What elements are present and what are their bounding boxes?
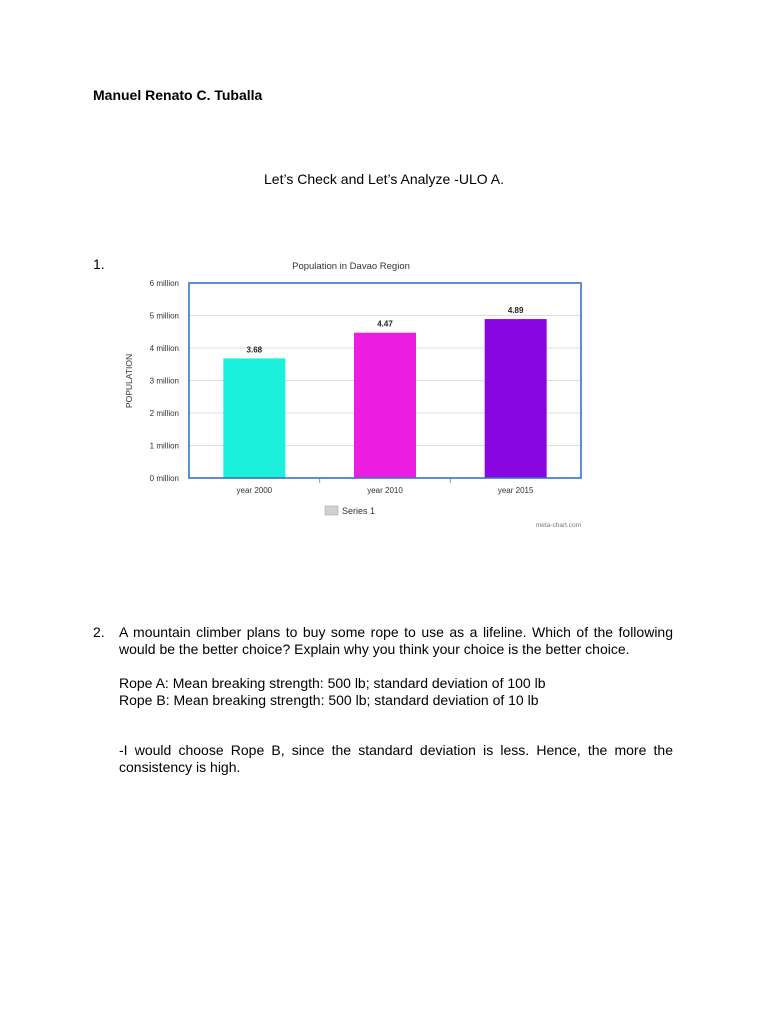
rope-a-line: Rope A: Mean breaking strength: 500 lb; standard deviation of 100 lb <box>119 675 546 691</box>
chart-credit: meta-chart.com <box>535 522 581 529</box>
y-tick-label: 6 million <box>149 279 179 288</box>
bar <box>223 358 285 478</box>
data-label: 3.68 <box>246 345 263 355</box>
x-tick-label: year 2015 <box>497 486 534 495</box>
bars <box>223 319 546 478</box>
legend-label-series-1: Series 1 <box>342 506 376 516</box>
x-tick-labels <box>237 478 534 495</box>
legend-swatch-series-1 <box>325 506 338 515</box>
x-tick-label: year 2000 <box>236 486 273 495</box>
y-tick-label: 0 million <box>149 474 179 483</box>
page-heading: Let’s Check and Let’s Analyze -ULO A. <box>264 171 504 187</box>
item-number-1: 1. <box>93 256 105 272</box>
x-tick-label: year 2010 <box>367 486 403 495</box>
question-2 <box>93 624 673 776</box>
data-label: 4.47 <box>377 319 393 329</box>
y-axis-label: POPULATION <box>124 353 134 409</box>
y-tick-label: 5 million <box>149 311 179 321</box>
data-label: 4.89 <box>507 306 524 316</box>
item-number-2: 2. <box>93 624 105 640</box>
y-tick-label: 3 million <box>149 376 179 386</box>
bar <box>354 333 416 478</box>
rope-b-line: Rope B: Mean breaking strength: 500 lb; standard deviation of 10 lb <box>119 692 539 708</box>
chart-title: Population in Davao Region <box>292 261 410 272</box>
question-2-body <box>119 624 673 776</box>
bar <box>485 319 547 478</box>
answer-text: -I would choose Rope B, since the standard deviation is less. Hence, the more the consistency is high. <box>119 742 673 775</box>
author-name: Manuel Renato C. Tuballa <box>93 87 263 103</box>
y-tick-label: 1 million <box>149 441 179 451</box>
y-tick-label: 2 million <box>149 409 179 418</box>
question-2-prompt: A mountain climber plans to buy some rope to use as a lifeline. Which of the following would be the better choice? Explain why you think your choice is the better choice. <box>119 624 673 657</box>
y-tick-labels <box>150 279 179 483</box>
y-tick-label: 4 million <box>149 344 179 353</box>
